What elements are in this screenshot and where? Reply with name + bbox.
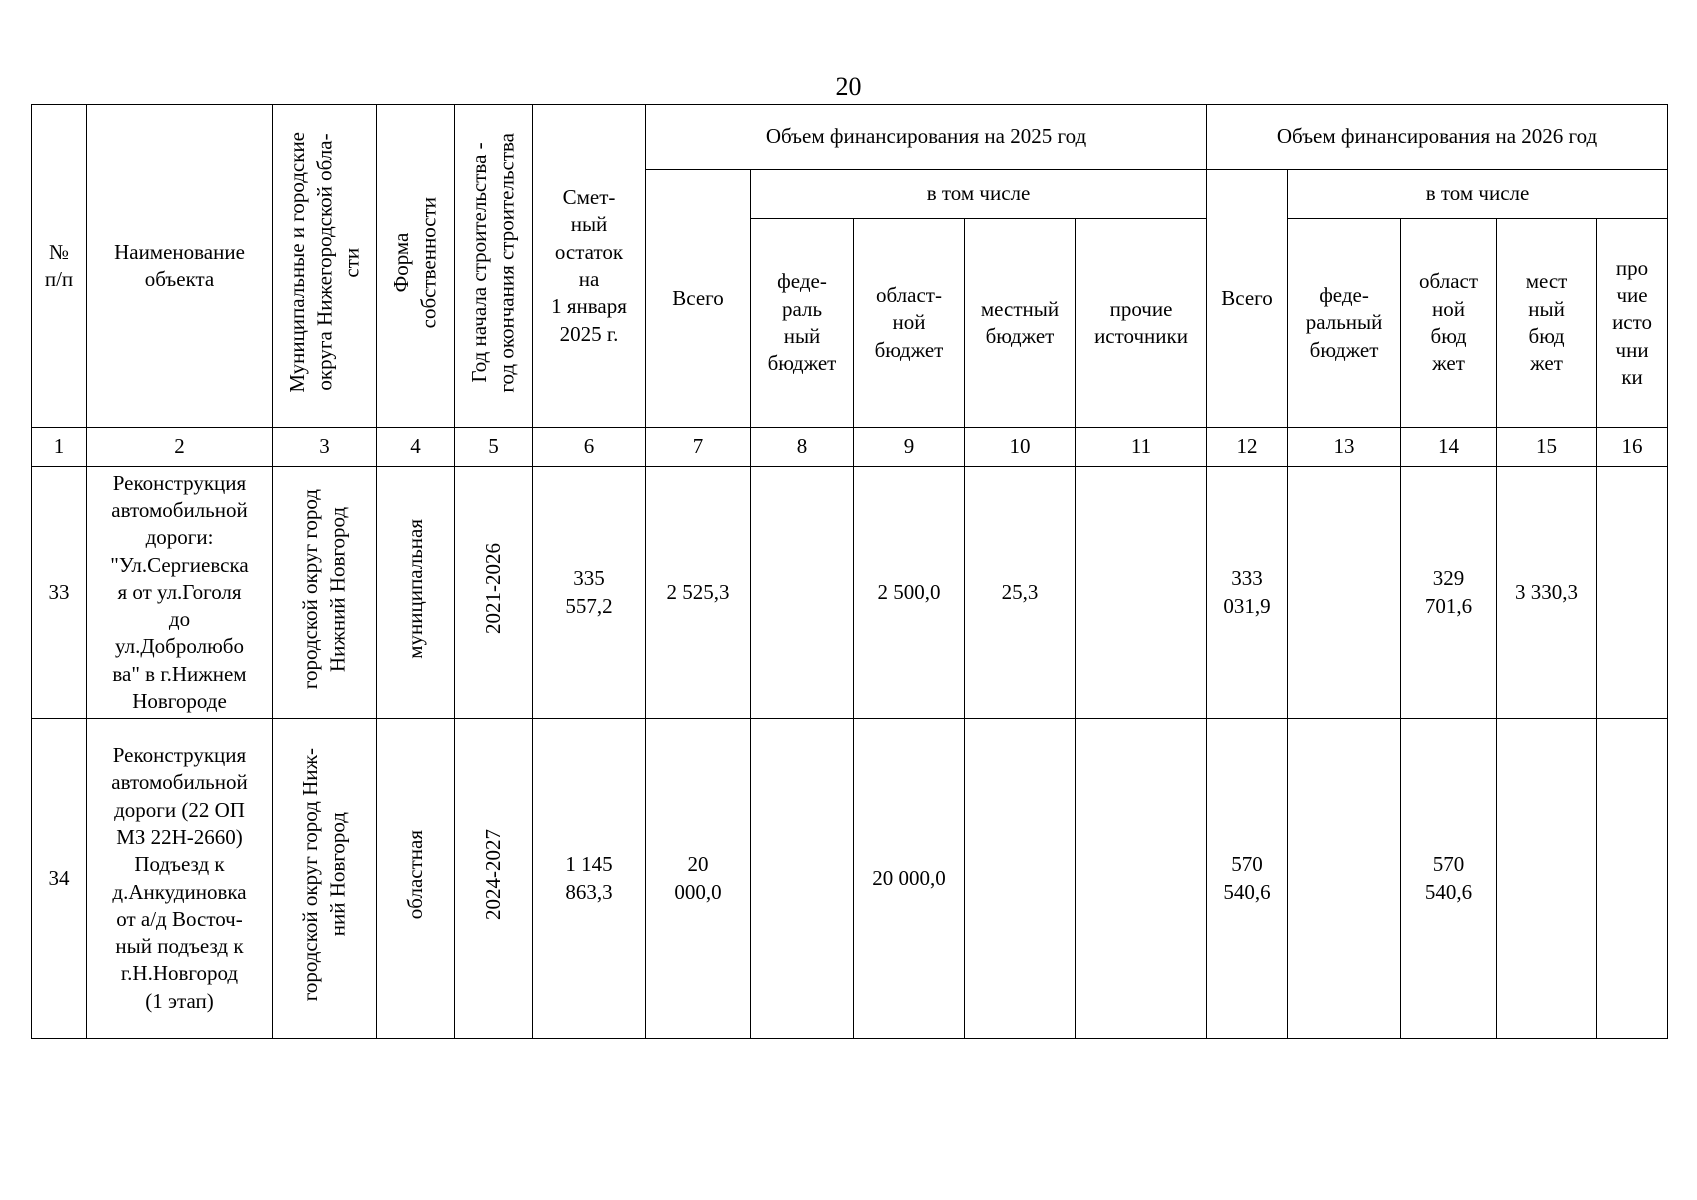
column-number: 14 [1401, 428, 1497, 467]
page-number: 20 [835, 72, 862, 101]
header-local-2026: мест ный бюд жет [1497, 219, 1597, 428]
column-number: 5 [455, 428, 533, 467]
federal-2025-cell [751, 719, 854, 1039]
header-including-2026: в том числе [1288, 170, 1668, 219]
estimate-cell: 1 145 863,3 [533, 719, 646, 1039]
column-number: 6 [533, 428, 646, 467]
header-total-2026: Всего [1207, 170, 1288, 428]
total-2026-cell: 333 031,9 [1207, 467, 1288, 719]
total-2025-cell: 20 000,0 [646, 719, 751, 1039]
local-2025-cell: 25,3 [965, 467, 1076, 719]
header-ownership: Форма собственности [377, 105, 455, 428]
years-cell: 2021-2026 [455, 467, 533, 719]
regional-2026-cell: 329 701,6 [1401, 467, 1497, 719]
estimate-cell: 335 557,2 [533, 467, 646, 719]
total-2025-cell: 2 525,3 [646, 467, 751, 719]
column-number: 11 [1076, 428, 1207, 467]
regional-2025-cell: 2 500,0 [854, 467, 965, 719]
header-funding-2026: Объем финансирования на 2026 год [1207, 105, 1668, 170]
regional-2025-cell: 20 000,0 [854, 719, 965, 1039]
federal-2025-cell [751, 467, 854, 719]
column-number: 16 [1597, 428, 1668, 467]
header-other-2025: прочие источники [1076, 219, 1207, 428]
column-number: 15 [1497, 428, 1597, 467]
other-2025-cell [1076, 719, 1207, 1039]
row-number: 34 [32, 719, 87, 1039]
header-regional-2025: област- ной бюджет [854, 219, 965, 428]
total-2026-cell: 570 540,6 [1207, 719, 1288, 1039]
header-estimate: Смет- ный остаток на 1 января 2025 г. [533, 105, 646, 428]
header-num: № п/п [32, 105, 87, 428]
column-number: 9 [854, 428, 965, 467]
header-local-2025: местный бюджет [965, 219, 1076, 428]
ownership-cell: областная [377, 719, 455, 1039]
header-funding-2025: Объем финансирования на 2025 год [646, 105, 1207, 170]
column-number: 4 [377, 428, 455, 467]
column-number: 10 [965, 428, 1076, 467]
object-name: Реконструкция автомобильной дороги: "Ул.Сергиевска я от ул.Гоголя до ул.Добролюбо ва" в г.Нижнем Новгороде [87, 467, 273, 719]
regional-2026-cell: 570 540,6 [1401, 719, 1497, 1039]
header-including-2025: в том числе [751, 170, 1207, 219]
column-number: 8 [751, 428, 854, 467]
column-number: 13 [1288, 428, 1401, 467]
ownership-cell: муниципальная [377, 467, 455, 719]
local-2025-cell [965, 719, 1076, 1039]
years-cell: 2024-2027 [455, 719, 533, 1039]
district-cell: городской округ город Ниж- ний Новгород [273, 719, 377, 1039]
header-total-2025: Всего [646, 170, 751, 428]
table-row [32, 467, 1668, 719]
other-2026-cell [1597, 719, 1668, 1039]
header-district: Муниципальные и городские округа Нижегородской обла- сти [273, 105, 377, 428]
row-number: 33 [32, 467, 87, 719]
header-name: Наименование объекта [87, 105, 273, 428]
column-number: 2 [87, 428, 273, 467]
local-2026-cell [1497, 719, 1597, 1039]
header-years: Год начала строительства - год окончания строительства [455, 105, 533, 428]
column-number: 12 [1207, 428, 1288, 467]
district-cell: городской округ город Нижний Новгород [273, 467, 377, 719]
federal-2026-cell [1288, 467, 1401, 719]
header-regional-2026: област ной бюд жет [1401, 219, 1497, 428]
local-2026-cell: 3 330,3 [1497, 467, 1597, 719]
column-number-row [32, 428, 1668, 467]
column-number: 3 [273, 428, 377, 467]
federal-2026-cell [1288, 719, 1401, 1039]
other-2025-cell [1076, 467, 1207, 719]
column-number: 1 [32, 428, 87, 467]
other-2026-cell [1597, 467, 1668, 719]
header-other-2026: про чие исто чни ки [1597, 219, 1668, 428]
header-federal-2026: феде- ральный бюджет [1288, 219, 1401, 428]
investment-table [31, 104, 1668, 1039]
table-row [32, 719, 1668, 1039]
header-federal-2025: феде- раль ный бюджет [751, 219, 854, 428]
object-name: Реконструкция автомобильной дороги (22 ОП МЗ 22Н-2660) Подъезд к д.Анкудиновка от а/д Восточ- ный подъезд к г.Н.Новгород (1 этап) [87, 719, 273, 1039]
column-number: 7 [646, 428, 751, 467]
